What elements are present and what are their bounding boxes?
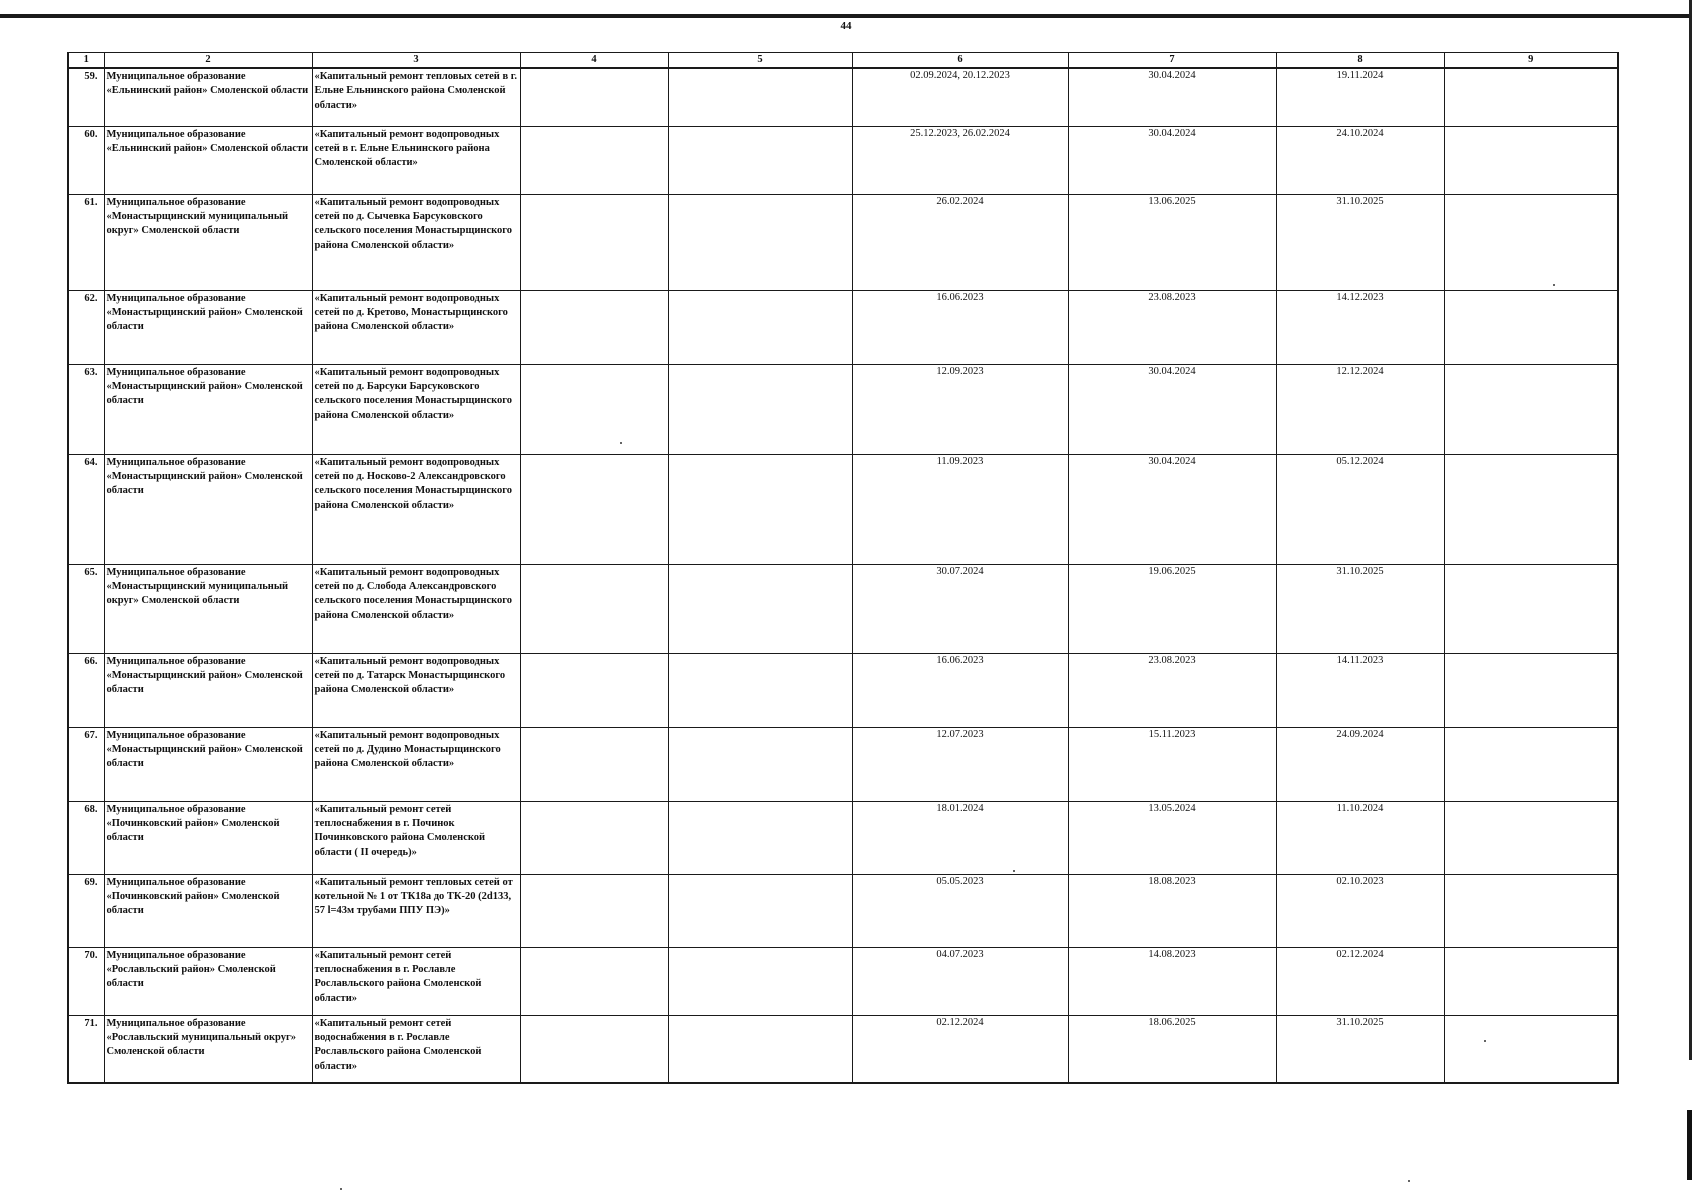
municipality-cell: Муниципальное образование «Монастырщинский район» Смоленской области [104, 653, 312, 727]
column-9-cell [1444, 290, 1618, 364]
column-header: 7 [1068, 53, 1276, 69]
column-8-date-cell: 05.12.2024 [1276, 454, 1444, 564]
registry-table [67, 52, 1619, 1084]
row-number: 59. [68, 68, 104, 126]
project-cell: «Капитальный ремонт водопроводных сетей в г. Ельне Ельнинского района Смоленской области» [312, 126, 520, 194]
project-cell: «Капитальный ремонт тепловых сетей в г. Ельне Ельнинского района Смоленской области» [312, 68, 520, 126]
column-4-cell [520, 364, 668, 454]
table-row [68, 454, 1618, 564]
column-5-cell [668, 564, 852, 653]
table-row [68, 194, 1618, 290]
row-number: 69. [68, 874, 104, 947]
municipality-cell: Муниципальное образование «Монастырщинский муниципальный округ» Смоленской области [104, 564, 312, 653]
column-5-cell [668, 727, 852, 801]
column-header: 8 [1276, 53, 1444, 69]
project-cell: «Капитальный ремонт водопроводных сетей по д. Дудино Монастырщинского района Смоленской области» [312, 727, 520, 801]
scan-speck [1013, 870, 1015, 872]
table-row [68, 1015, 1618, 1083]
table-row [68, 801, 1618, 874]
column-4-cell [520, 194, 668, 290]
project-cell: «Капитальный ремонт водопроводных сетей по д. Слобода Александровского сельского поселения Монастырщинского района Смоленской области» [312, 564, 520, 653]
municipality-cell: Муниципальное образование «Починковский район» Смоленской области [104, 801, 312, 874]
municipality-cell: Муниципальное образование «Ельнинский район» Смоленской области [104, 68, 312, 126]
column-7-date-cell: 19.06.2025 [1068, 564, 1276, 653]
project-cell: «Капитальный ремонт водопроводных сетей по д. Сычевка Барсуковского сельского поселения Монастырщинского района Смоленской области» [312, 194, 520, 290]
project-cell: «Капитальный ремонт сетей водоснабжения в г. Рославле Рославльского района Смоленской области» [312, 1015, 520, 1083]
column-7-date-cell: 23.08.2023 [1068, 653, 1276, 727]
row-number: 65. [68, 564, 104, 653]
municipality-cell: Муниципальное образование «Ельнинский район» Смоленской области [104, 126, 312, 194]
row-number: 70. [68, 947, 104, 1015]
project-cell: «Капитальный ремонт тепловых сетей от котельной № 1 от ТК18а до ТК-20 (2d133, 57 l=43м трубами ППУ ПЭ)» [312, 874, 520, 947]
page-number: 44 [840, 20, 852, 32]
table-row [68, 564, 1618, 653]
column-header: 9 [1444, 53, 1618, 69]
column-4-cell [520, 947, 668, 1015]
column-9-cell [1444, 364, 1618, 454]
column-7-date-cell: 15.11.2023 [1068, 727, 1276, 801]
column-8-date-cell: 11.10.2024 [1276, 801, 1444, 874]
column-8-date-cell: 31.10.2025 [1276, 194, 1444, 290]
scan-speck [1553, 284, 1555, 286]
column-9-cell [1444, 801, 1618, 874]
column-4-cell [520, 874, 668, 947]
column-8-date-cell: 24.09.2024 [1276, 727, 1444, 801]
column-5-cell [668, 126, 852, 194]
column-4-cell [520, 653, 668, 727]
scan-speck [1408, 1180, 1410, 1182]
scan-speck [620, 442, 622, 444]
municipality-cell: Муниципальное образование «Монастырщинский район» Смоленской области [104, 727, 312, 801]
column-4-cell [520, 801, 668, 874]
column-7-date-cell: 23.08.2023 [1068, 290, 1276, 364]
column-6-date-cell: 02.12.2024 [852, 1015, 1068, 1083]
column-8-date-cell: 24.10.2024 [1276, 126, 1444, 194]
row-number: 68. [68, 801, 104, 874]
column-8-date-cell: 12.12.2024 [1276, 364, 1444, 454]
column-header: 3 [312, 53, 520, 69]
municipality-cell: Муниципальное образование «Монастырщинский район» Смоленской области [104, 290, 312, 364]
table-row [68, 947, 1618, 1015]
column-7-date-cell: 13.06.2025 [1068, 194, 1276, 290]
column-4-cell [520, 126, 668, 194]
row-number: 64. [68, 454, 104, 564]
column-header: 5 [668, 53, 852, 69]
scan-speck [1484, 1040, 1486, 1042]
column-4-cell [520, 564, 668, 653]
column-6-date-cell: 02.09.2024, 20.12.2023 [852, 68, 1068, 126]
table-row [68, 126, 1618, 194]
column-9-cell [1444, 454, 1618, 564]
top-border-rule [0, 14, 1692, 18]
project-cell: «Капитальный ремонт водопроводных сетей по д. Носково-2 Александровского сельского поселения Монастырщинского района Смоленской области» [312, 454, 520, 564]
column-6-date-cell: 16.06.2023 [852, 290, 1068, 364]
table-row [68, 364, 1618, 454]
column-4-cell [520, 68, 668, 126]
column-5-cell [668, 290, 852, 364]
column-9-cell [1444, 194, 1618, 290]
column-5-cell [668, 68, 852, 126]
municipality-cell: Муниципальное образование «Монастырщинский район» Смоленской области [104, 454, 312, 564]
project-cell: «Капитальный ремонт сетей теплоснабжения в г. Починок Починковского района Смоленской области ( II очередь)» [312, 801, 520, 874]
column-5-cell [668, 454, 852, 564]
column-header: 6 [852, 53, 1068, 69]
column-8-date-cell: 19.11.2024 [1276, 68, 1444, 126]
column-header: 2 [104, 53, 312, 69]
column-7-date-cell: 18.06.2025 [1068, 1015, 1276, 1083]
table-row [68, 68, 1618, 126]
column-7-date-cell: 14.08.2023 [1068, 947, 1276, 1015]
column-9-cell [1444, 564, 1618, 653]
row-number: 61. [68, 194, 104, 290]
project-cell: «Капитальный ремонт водопроводных сетей по д. Барсуки Барсуковского сельского поселения Монастырщинского района Смоленской области» [312, 364, 520, 454]
column-6-date-cell: 30.07.2024 [852, 564, 1068, 653]
column-4-cell [520, 727, 668, 801]
municipality-cell: Муниципальное образование «Монастырщинский район» Смоленской области [104, 364, 312, 454]
column-8-date-cell: 02.12.2024 [1276, 947, 1444, 1015]
project-cell: «Капитальный ремонт водопроводных сетей по д. Кретово, Монастырщинского района Смоленской области» [312, 290, 520, 364]
column-4-cell [520, 1015, 668, 1083]
column-5-cell [668, 874, 852, 947]
column-9-cell [1444, 653, 1618, 727]
municipality-cell: Муниципальное образование «Рославльский муниципальный округ» Смоленской области [104, 1015, 312, 1083]
column-8-date-cell: 14.11.2023 [1276, 653, 1444, 727]
column-9-cell [1444, 126, 1618, 194]
table-row [68, 874, 1618, 947]
column-6-date-cell: 18.01.2024 [852, 801, 1068, 874]
column-4-cell [520, 290, 668, 364]
row-number: 62. [68, 290, 104, 364]
column-header: 4 [520, 53, 668, 69]
right-scan-mark [1687, 1110, 1692, 1180]
municipality-cell: Муниципальное образование «Рославльский район» Смоленской области [104, 947, 312, 1015]
row-number: 60. [68, 126, 104, 194]
column-9-cell [1444, 947, 1618, 1015]
column-6-date-cell: 12.09.2023 [852, 364, 1068, 454]
project-cell: «Капитальный ремонт сетей теплоснабжения в г. Рославле Рославльского района Смоленской области» [312, 947, 520, 1015]
column-6-date-cell: 25.12.2023, 26.02.2024 [852, 126, 1068, 194]
table-row [68, 653, 1618, 727]
column-8-date-cell: 02.10.2023 [1276, 874, 1444, 947]
column-8-date-cell: 14.12.2023 [1276, 290, 1444, 364]
column-7-date-cell: 30.04.2024 [1068, 68, 1276, 126]
table-row [68, 290, 1618, 364]
column-5-cell [668, 194, 852, 290]
column-5-cell [668, 1015, 852, 1083]
column-7-date-cell: 30.04.2024 [1068, 454, 1276, 564]
column-5-cell [668, 801, 852, 874]
column-6-date-cell: 26.02.2024 [852, 194, 1068, 290]
scan-speck [340, 1188, 342, 1190]
column-number-header-row [68, 53, 1618, 69]
row-number: 71. [68, 1015, 104, 1083]
column-8-date-cell: 31.10.2025 [1276, 564, 1444, 653]
municipality-cell: Муниципальное образование «Починковский район» Смоленской области [104, 874, 312, 947]
column-header: 1 [68, 53, 104, 69]
column-5-cell [668, 947, 852, 1015]
column-7-date-cell: 30.04.2024 [1068, 364, 1276, 454]
column-9-cell [1444, 727, 1618, 801]
municipality-cell: Муниципальное образование «Монастырщинский муниципальный округ» Смоленской области [104, 194, 312, 290]
project-cell: «Капитальный ремонт водопроводных сетей по д. Татарск Монастырщинского района Смоленской области» [312, 653, 520, 727]
column-6-date-cell: 11.09.2023 [852, 454, 1068, 564]
column-7-date-cell: 13.05.2024 [1068, 801, 1276, 874]
column-7-date-cell: 30.04.2024 [1068, 126, 1276, 194]
column-5-cell [668, 364, 852, 454]
column-6-date-cell: 05.05.2023 [852, 874, 1068, 947]
table-row [68, 727, 1618, 801]
row-number: 63. [68, 364, 104, 454]
column-9-cell [1444, 1015, 1618, 1083]
column-6-date-cell: 04.07.2023 [852, 947, 1068, 1015]
row-number: 66. [68, 653, 104, 727]
column-9-cell [1444, 874, 1618, 947]
column-4-cell [520, 454, 668, 564]
column-7-date-cell: 18.08.2023 [1068, 874, 1276, 947]
column-8-date-cell: 31.10.2025 [1276, 1015, 1444, 1083]
column-6-date-cell: 12.07.2023 [852, 727, 1068, 801]
column-9-cell [1444, 68, 1618, 126]
column-5-cell [668, 653, 852, 727]
row-number: 67. [68, 727, 104, 801]
column-6-date-cell: 16.06.2023 [852, 653, 1068, 727]
